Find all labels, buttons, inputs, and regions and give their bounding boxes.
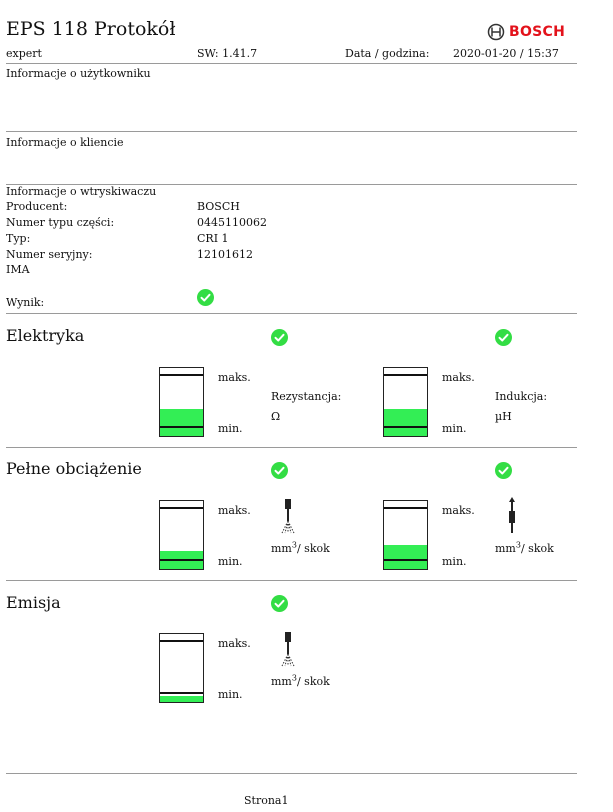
inductance-gauge <box>383 367 428 437</box>
return-flow-icon <box>504 497 520 537</box>
brand-name: BOSCH <box>509 24 566 40</box>
bosch-logo <box>487 23 565 41</box>
gauge-max-label: maks. <box>442 504 475 517</box>
gauge-max-line <box>160 507 203 509</box>
check-icon <box>495 462 512 479</box>
unit-suffix: / skok <box>296 542 330 555</box>
gauge-max-label: maks. <box>218 371 251 384</box>
resistance-label: Rezystancja: <box>271 390 342 403</box>
ima-label: IMA <box>6 263 30 276</box>
divider <box>6 447 577 448</box>
unit-suffix: / skok <box>296 675 330 688</box>
section-elektryka-title: Elektryka <box>6 326 85 345</box>
gauge-min-label: min. <box>442 422 467 435</box>
page-number: Strona1 <box>244 794 289 807</box>
unit-exponent: 3 <box>291 540 297 550</box>
gauge-fill <box>384 409 427 436</box>
gauge-min-label: min. <box>218 688 243 701</box>
producer-label: Producent: <box>6 200 68 213</box>
gauge-max-line <box>160 374 203 376</box>
gauge-min-label: min. <box>442 555 467 568</box>
gauge-fill <box>160 409 203 436</box>
date-label: Data / godzina: <box>345 47 430 60</box>
section-emisja-title: Emisja <box>6 593 61 612</box>
gauge-max-label: maks. <box>218 637 251 650</box>
gauge-min-line <box>384 426 427 428</box>
gauge-max-label: maks. <box>218 504 251 517</box>
user-info-heading: Informacje o użytkowniku <box>6 67 151 80</box>
unit-base: mm <box>271 675 292 688</box>
divider <box>6 313 577 314</box>
software-version: SW: 1.41.7 <box>197 47 258 60</box>
divider <box>6 131 577 132</box>
part-number-label: Numer typu części: <box>6 216 115 229</box>
injection-unit <box>271 542 330 555</box>
check-icon <box>197 289 214 306</box>
unit-suffix: / skok <box>520 542 554 555</box>
result-label: Wynik: <box>6 296 45 309</box>
resistance-gauge <box>159 367 204 437</box>
client-info-heading: Informacje o kliencie <box>6 136 124 149</box>
unit-exponent: 3 <box>515 540 521 550</box>
resistance-unit: Ω <box>271 410 281 423</box>
unit-base: mm <box>495 542 516 555</box>
return-unit <box>495 542 554 555</box>
producer-value: BOSCH <box>197 200 240 213</box>
inductance-label: Indukcja: <box>495 390 548 403</box>
inductance-unit: µH <box>495 410 512 423</box>
injection-quantity-gauge <box>159 500 204 570</box>
emission-unit <box>271 675 330 688</box>
check-icon <box>271 462 288 479</box>
type-value: CRI 1 <box>197 232 229 245</box>
check-icon <box>495 329 512 346</box>
gauge-fill <box>160 696 203 702</box>
type-label: Typ: <box>6 232 31 245</box>
gauge-max-label: maks. <box>442 371 475 384</box>
user-name: expert <box>6 47 42 60</box>
gauge-max-line <box>384 507 427 509</box>
serial-label: Numer seryjny: <box>6 248 93 261</box>
gauge-min-label: min. <box>218 422 243 435</box>
injection-spray-icon <box>280 499 296 535</box>
injection-spray-icon <box>280 632 296 668</box>
section-full-load-title: Pełne obciążenie <box>6 459 142 478</box>
gauge-min-line <box>160 692 203 694</box>
bosch-armature-icon <box>487 23 505 41</box>
check-icon <box>271 329 288 346</box>
gauge-min-line <box>160 559 203 561</box>
part-number-value: 0445110062 <box>197 216 267 229</box>
gauge-min-line <box>384 559 427 561</box>
divider <box>6 63 577 64</box>
gauge-fill <box>384 545 427 569</box>
unit-base: mm <box>271 542 292 555</box>
emission-gauge <box>159 633 204 703</box>
page-title: EPS 118 Protokół <box>6 18 176 40</box>
gauge-min-label: min. <box>218 555 243 568</box>
divider <box>6 773 577 774</box>
divider <box>6 580 577 581</box>
gauge-max-line <box>384 374 427 376</box>
date-value: 2020-01-20 / 15:37 <box>453 47 559 60</box>
unit-exponent: 3 <box>291 673 297 683</box>
return-quantity-gauge <box>383 500 428 570</box>
serial-value: 12101612 <box>197 248 253 261</box>
gauge-max-line <box>160 640 203 642</box>
gauge-min-line <box>160 426 203 428</box>
injector-info-heading: Informacje o wtryskiwaczu <box>6 185 157 198</box>
check-icon <box>271 595 288 612</box>
